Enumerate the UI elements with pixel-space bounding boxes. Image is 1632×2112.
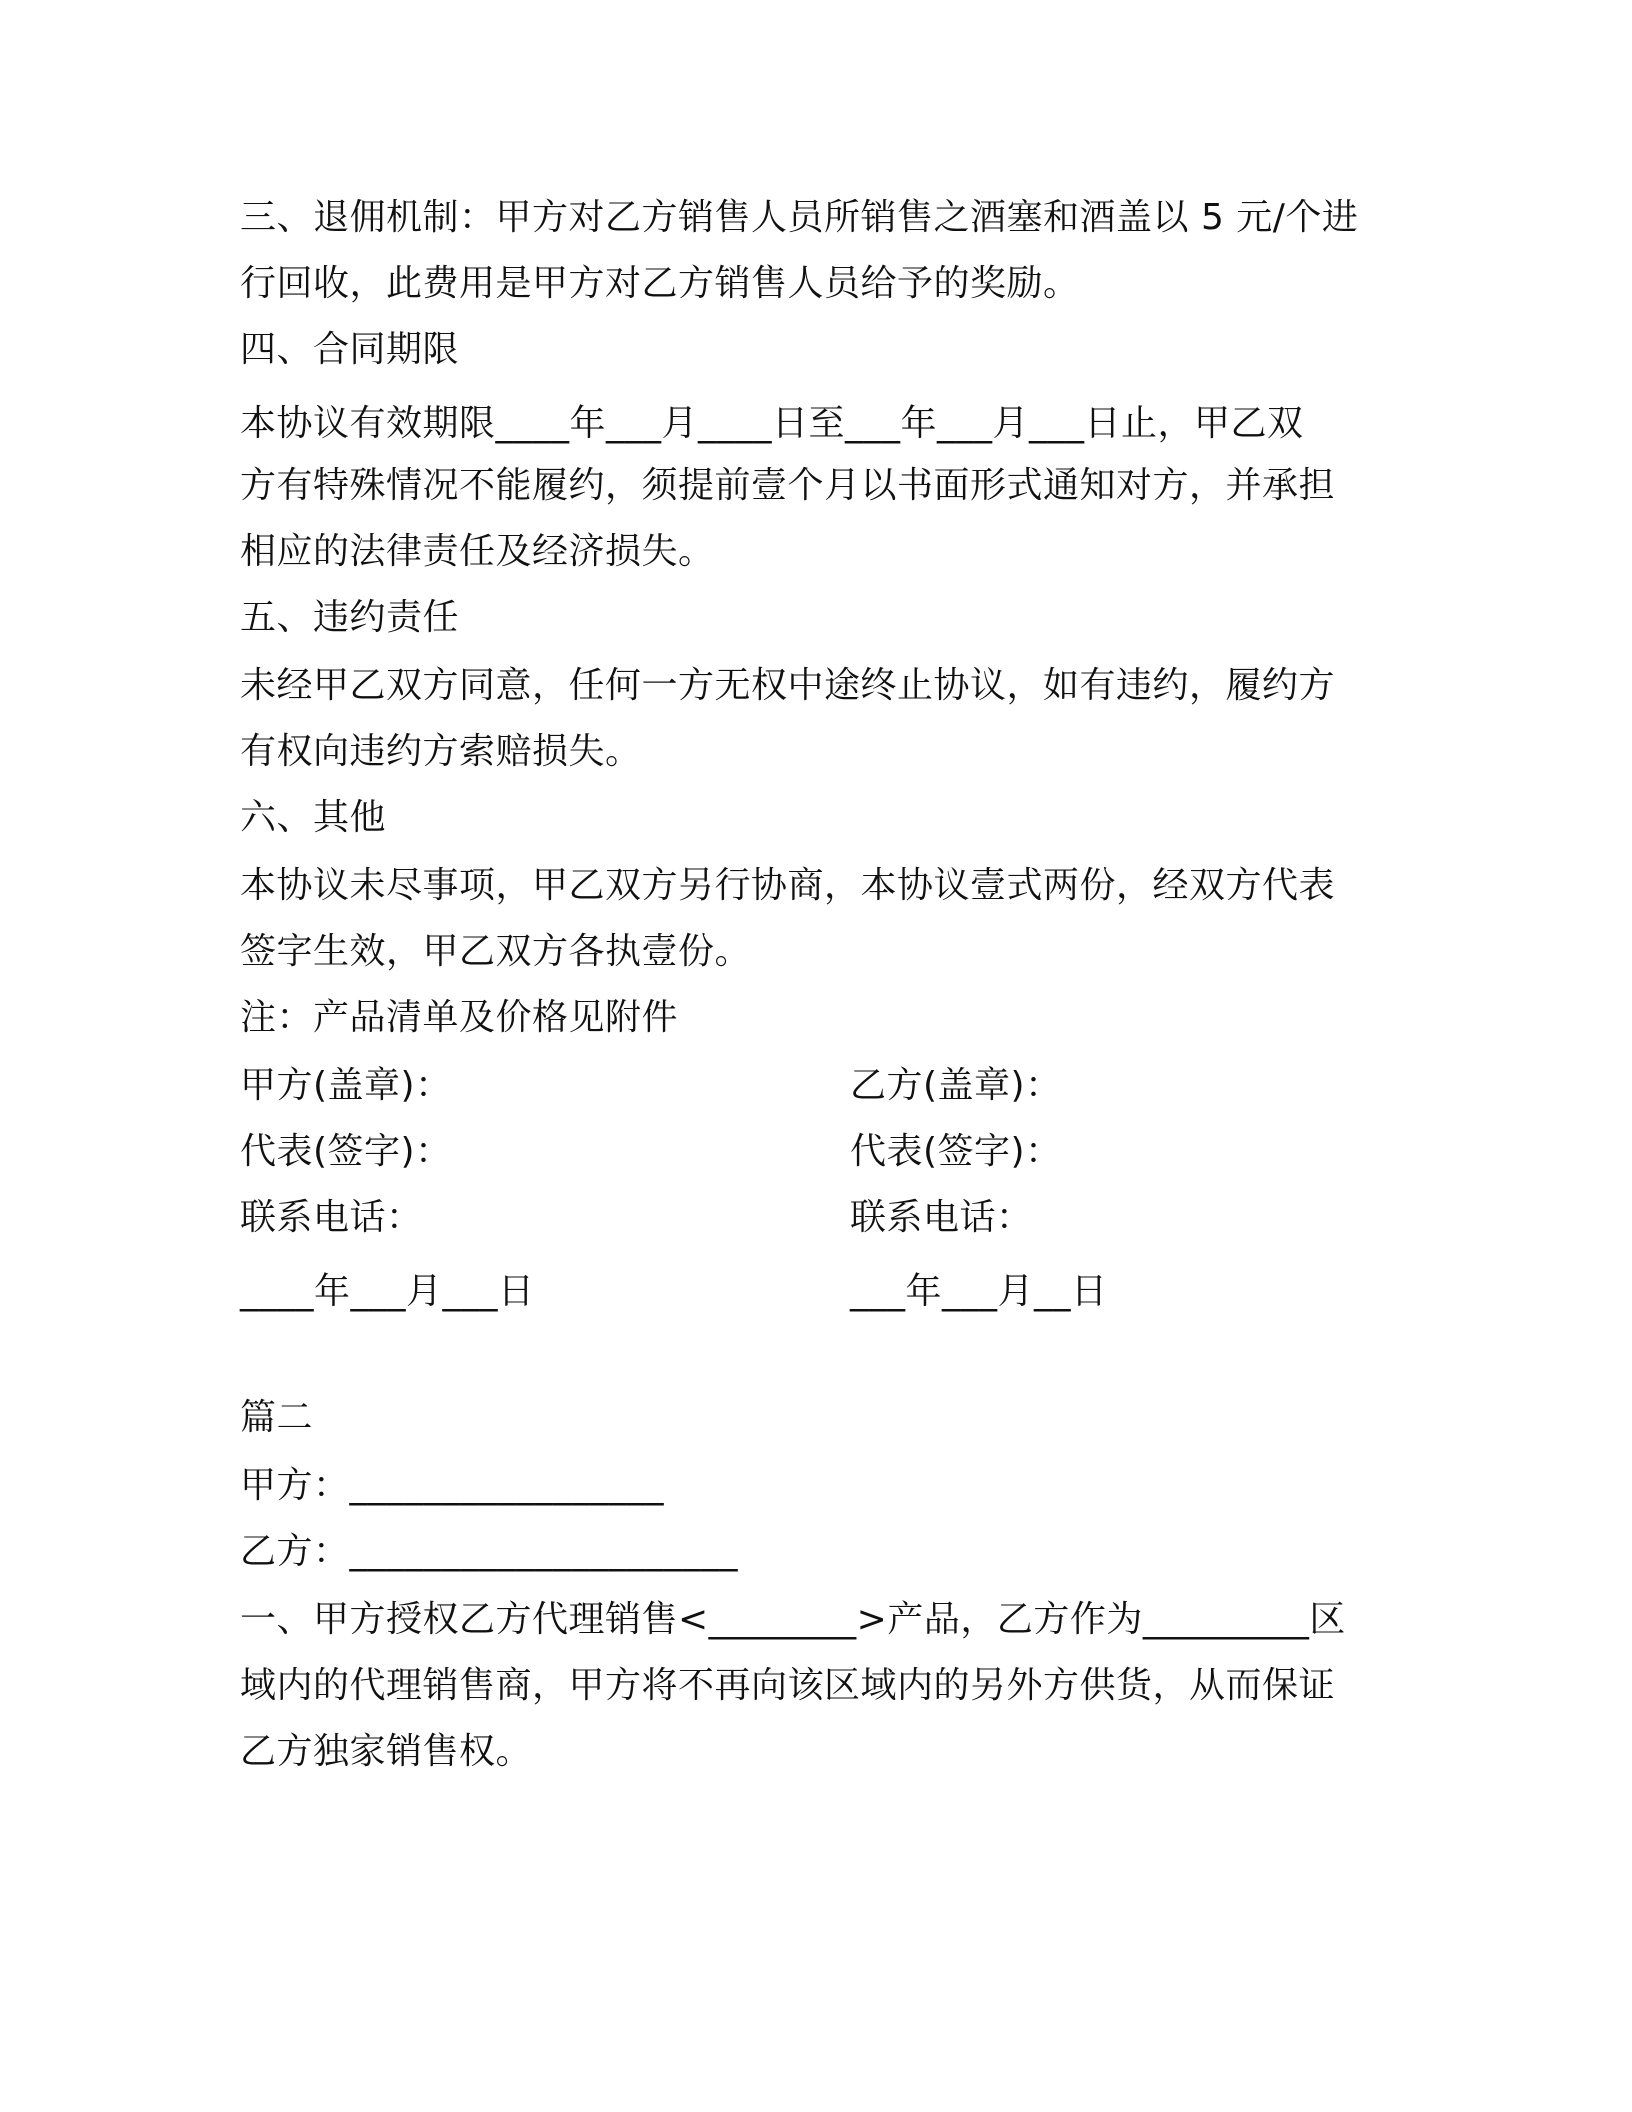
section4-line1: 本协议有效期限____年___月____日至___年___月___日止，甲乙双 bbox=[240, 403, 1304, 444]
party-a-rep-label: 代表(签字)： bbox=[240, 1131, 452, 1172]
party-b-seal-label: 乙方(盖章)： bbox=[850, 1065, 1062, 1106]
party-b-phone-label: 联系电话： bbox=[850, 1197, 1033, 1238]
section3-line2: 行回收，此费用是甲方对乙方销售人员给予的奖励。 bbox=[240, 263, 1080, 304]
attachment-note: 注：产品清单及价格见附件 bbox=[240, 997, 679, 1038]
section5-heading: 五、违约责任 bbox=[240, 597, 460, 638]
party-a-phone-label: 联系电话： bbox=[240, 1197, 423, 1238]
section4-line2: 方有特殊情况不能履约，须提前壹个月以书面形式通知对方，并承担 bbox=[240, 465, 1336, 506]
section5-line2: 有权向违约方索赔损失。 bbox=[240, 731, 642, 772]
section6-line1: 本协议未尽事项，甲乙双方另行协商，本协议壹式两份，经双方代表 bbox=[240, 865, 1336, 906]
part2-party-a: 甲方：_________________ bbox=[240, 1465, 665, 1506]
part2-clause1-line1: 一、甲方授权乙方代理销售<________>产品，乙方作为_________区 bbox=[240, 1599, 1346, 1640]
part2-clause1-line3: 乙方独家销售权。 bbox=[240, 1731, 533, 1772]
section4-heading: 四、合同期限 bbox=[240, 329, 460, 370]
party-a-date: ____年___月___日 bbox=[240, 1271, 535, 1312]
party-b-rep-label: 代表(签字)： bbox=[850, 1131, 1062, 1172]
part2-clause1-line2: 域内的代理销售商，甲方将不再向该区域内的另外方供货，从而保证 bbox=[240, 1665, 1336, 1706]
party-a-seal-label: 甲方(盖章)： bbox=[240, 1065, 452, 1106]
section5-line1: 未经甲乙双方同意，任何一方无权中途终止协议，如有违约，履约方 bbox=[240, 665, 1336, 706]
section6-heading: 六、其他 bbox=[240, 797, 387, 838]
part2-party-b: 乙方：_____________________ bbox=[240, 1531, 739, 1572]
section3-line1: 三、退佣机制：甲方对乙方销售人员所销售之酒塞和酒盖以 5 元/个进 bbox=[240, 197, 1359, 238]
section4-line3: 相应的法律责任及经济损失。 bbox=[240, 531, 715, 572]
part2-heading: 篇二 bbox=[240, 1397, 314, 1438]
section6-line2: 签字生效，甲乙双方各执壹份。 bbox=[240, 931, 752, 972]
party-b-date: ___年___月__日 bbox=[850, 1271, 1108, 1312]
